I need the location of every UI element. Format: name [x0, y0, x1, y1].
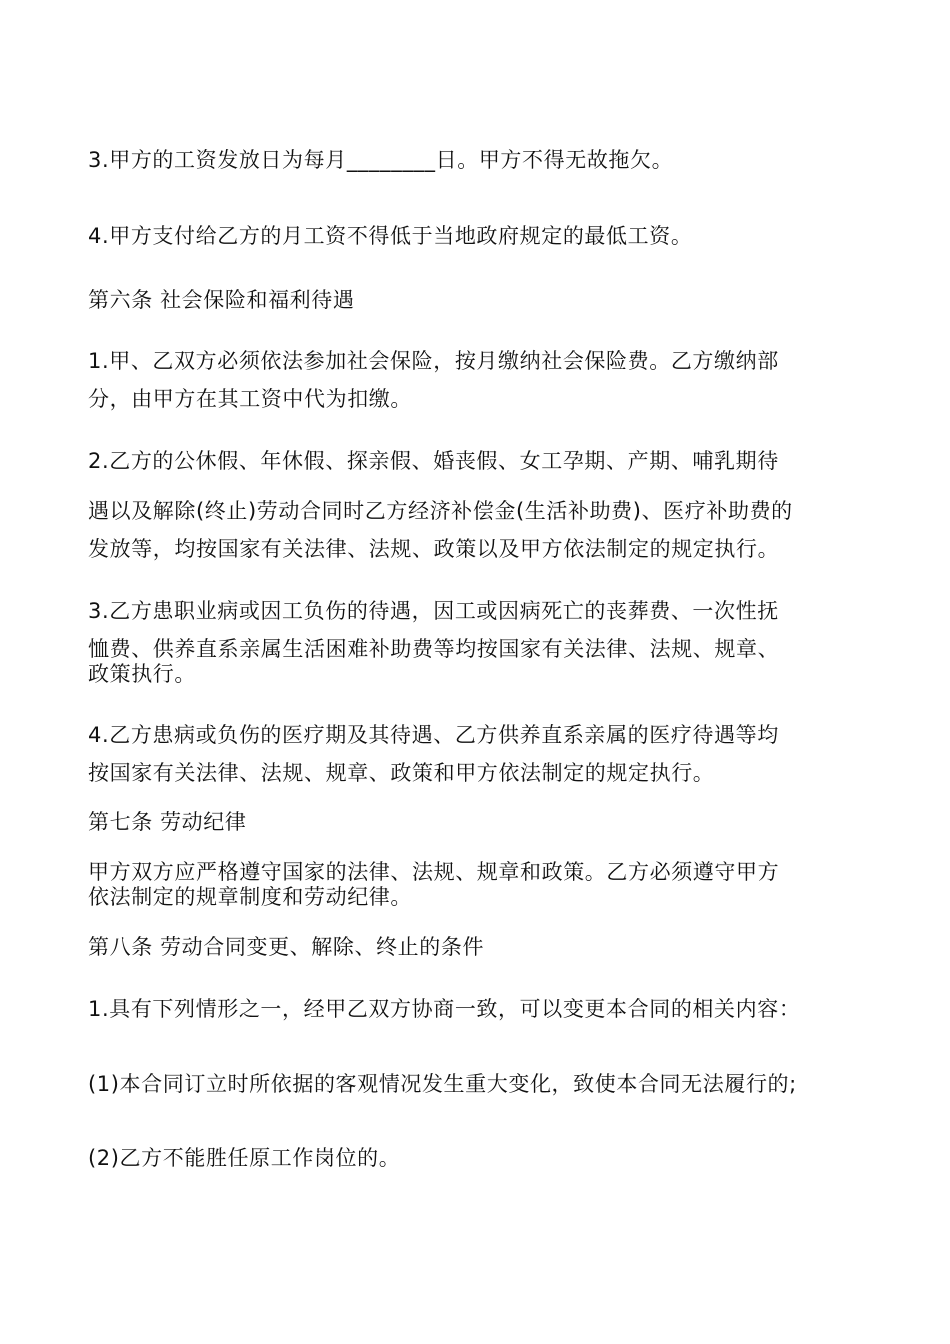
wage-payday-clause: 3.甲方的工资发放日为每月________日。甲方不得无故拖欠。	[88, 148, 674, 172]
medical-period-line-2: 按国家有关法律、法规、规章、政策和甲方依法制定的规定执行。	[88, 761, 715, 785]
labor-discipline-line-1: 甲方双方应严格遵守国家的法律、法规、规章和政策。乙方必须遵守甲方	[88, 860, 780, 884]
article-7-heading: 第七条 劳动纪律	[88, 810, 247, 834]
leave-benefits-line-1: 2.乙方的公休假、年休假、探亲假、婚丧假、女工孕期、产期、哺乳期待	[88, 449, 779, 473]
leave-benefits-line-3: 发放等，均按国家有关法律、法规、政策以及甲方依法制定的规定执行。	[88, 537, 780, 561]
social-insurance-line-1: 1.甲、乙双方必须依法参加社会保险，按月缴纳社会保险费。乙方缴纳部	[88, 349, 779, 373]
social-insurance-line-2: 分，由甲方在其工资中代为扣缴。	[88, 387, 412, 411]
contract-change-clause: 1.具有下列情形之一，经甲乙双方协商一致，可以变更本合同的相关内容：	[88, 997, 801, 1021]
article-8-heading: 第八条 劳动合同变更、解除、终止的条件	[88, 935, 485, 959]
minimum-wage-clause: 4.甲方支付给乙方的月工资不得低于当地政府规定的最低工资。	[88, 224, 693, 248]
change-condition-1: (1)本合同订立时所依据的客观情况发生重大变化，致使本合同无法履行的;	[88, 1072, 797, 1096]
occupational-injury-line-2: 恤费、供养直系亲属生活困难补助费等均按国家有关法律、法规、规章、	[88, 637, 780, 661]
change-condition-2: (2)乙方不能胜任原工作岗位的。	[88, 1146, 401, 1170]
labor-discipline-line-2: 依法制定的规章制度和劳动纪律。	[88, 885, 412, 909]
occupational-injury-line-1: 3.乙方患职业病或因工负伤的待遇，因工或因病死亡的丧葬费、一次性抚	[88, 599, 779, 623]
medical-period-line-1: 4.乙方患病或负伤的医疗期及其待遇、乙方供养直系亲属的医疗待遇等均	[88, 723, 779, 747]
occupational-injury-line-3: 政策执行。	[88, 662, 196, 686]
article-6-heading: 第六条 社会保险和福利待遇	[88, 288, 355, 312]
leave-benefits-line-2: 遇以及解除(终止)劳动合同时乙方经济补偿金(生活补助费)、医疗补助费的	[88, 499, 793, 523]
